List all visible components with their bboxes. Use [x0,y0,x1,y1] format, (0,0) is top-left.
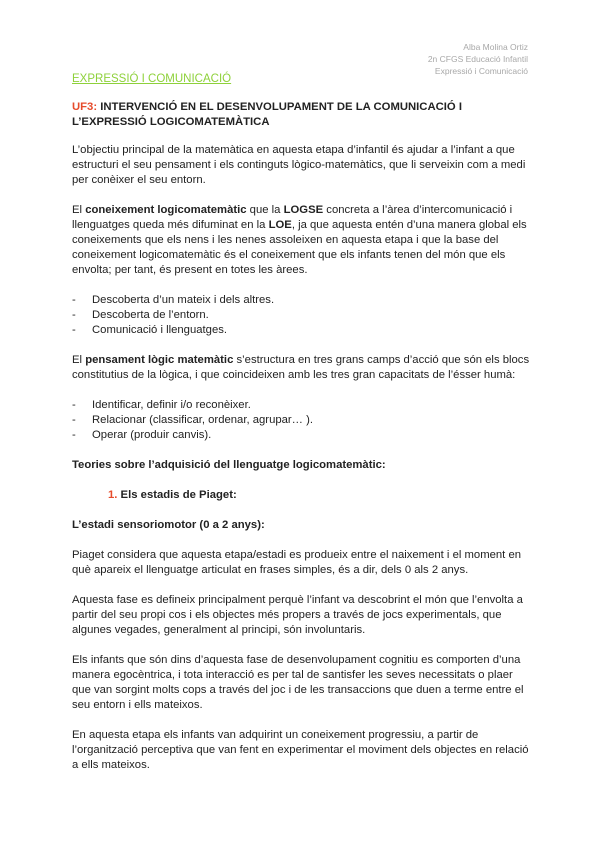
list-item: - Descoberta d’un mateix i dels altres. [72,293,532,308]
thinking-list [72,398,532,443]
text-run: , ja que aquesta entén d’una manera global els coneixements que els nens i les nenes assoleixen en aquesta etapa i que la base del coneixement logicomatemàtic és el coneixement que els infants tenen del món que els envolta; per tant, és present en totes les àrees. [72,219,527,276]
text-run: El [72,354,86,366]
list-item: - Descoberta de l’entorn. [72,308,532,323]
piaget-heading [108,488,532,503]
theories-heading: Teories sobre l’adquisició del llenguatge logicomatemàtic: [72,459,386,471]
list-item: - Comunicació i llenguatges. [72,323,532,338]
bold-term: coneixement logicomatemàtic [85,204,247,216]
list-item: - Identificar, definir i/o reconèixer. [72,398,532,413]
unit-title [72,100,532,130]
body-paragraph: En aquesta etapa els infants van adquirint un coneixement progressiu, a partir de l’organització perceptiva que van fent en experimentar el moviment dels objectes en relació a ells mateixos. [72,729,529,771]
intro-paragraph: L’objectiu principal de la matemàtica en aquesta etapa d’infantil és ajudar a l’infant a que estructuri el seu pensament i els continguts lògico-matemàtics, que li serveixin com a medi per conèixer el seu entorn. [72,144,526,186]
header-module: Expressió i Comunicació [434,66,528,76]
piaget-title: Els estadis de Piaget: [117,489,237,501]
knowledge-paragraph [72,203,532,278]
body-paragraph: Aquesta fase es defineix principalment perquè l’infant va descobrint el món que l’envolta a partir del seu propi cos i els objectes més propers a través de jocs experimentals, que algunes vegades, generalment al principi, són involuntaris. [72,594,523,636]
knowledge-list [72,293,532,338]
piaget-number: 1. [108,489,118,501]
bold-term: pensament lògic matemàtic [85,354,234,366]
unit-code: UF3: [72,101,98,113]
bold-term: LOE [268,219,292,231]
text-run: concreta a l’àrea d’intercomunicació i llenguatges queda més difuminat en la [72,204,513,231]
thinking-paragraph [72,353,532,383]
text-run: El [72,204,86,216]
text-run: que la [246,204,284,216]
body-paragraph: Piaget considera que aquesta etapa/estadi es produeix entre el naixement i el moment en què apareix el llenguatge articulat en frases simples, és a dir, dels 0 als 2 anys. [72,549,522,576]
document-body [72,72,532,788]
list-item: - Operar (produir canvis). [72,428,532,443]
sensorimotor-heading: L’estadi sensoriomotor (0 a 2 anys): [72,519,265,531]
header-course: 2n CFGS Educació Infantil [427,54,528,64]
text-run: s’estructura en tres grans camps d’acció que són els blocs constitutius de la lògica, i que coincideixen amb les tres gran capacitats de l’ésser humà: [72,354,530,381]
subject-title: EXPRESSIÓ I COMUNICACIÓ [72,73,232,85]
body-paragraph: Els infants que són dins d’aquesta fase de desenvolupament cognitiu es comporten d’una manera egocèntrica, i tota interacció es per tal de santisfer les seves necessitats o plaer que van sorgint molts cops a través del joc i de les transaccions que duen a terme entre el seu entorn i ells mateixos. [72,654,524,711]
unit-title-text: INTERVENCIÓ EN EL DESENVOLUPAMENT DE LA COMUNICACIÓ I L’EXPRESSIÓ LOGICOMATEMÀTICA [72,101,462,128]
header-author: Alba Molina Ortiz [463,42,528,52]
list-item: - Relacionar (classificar, ordenar, agrupar… ). [72,413,532,428]
bold-term: LOGSE [283,204,324,216]
